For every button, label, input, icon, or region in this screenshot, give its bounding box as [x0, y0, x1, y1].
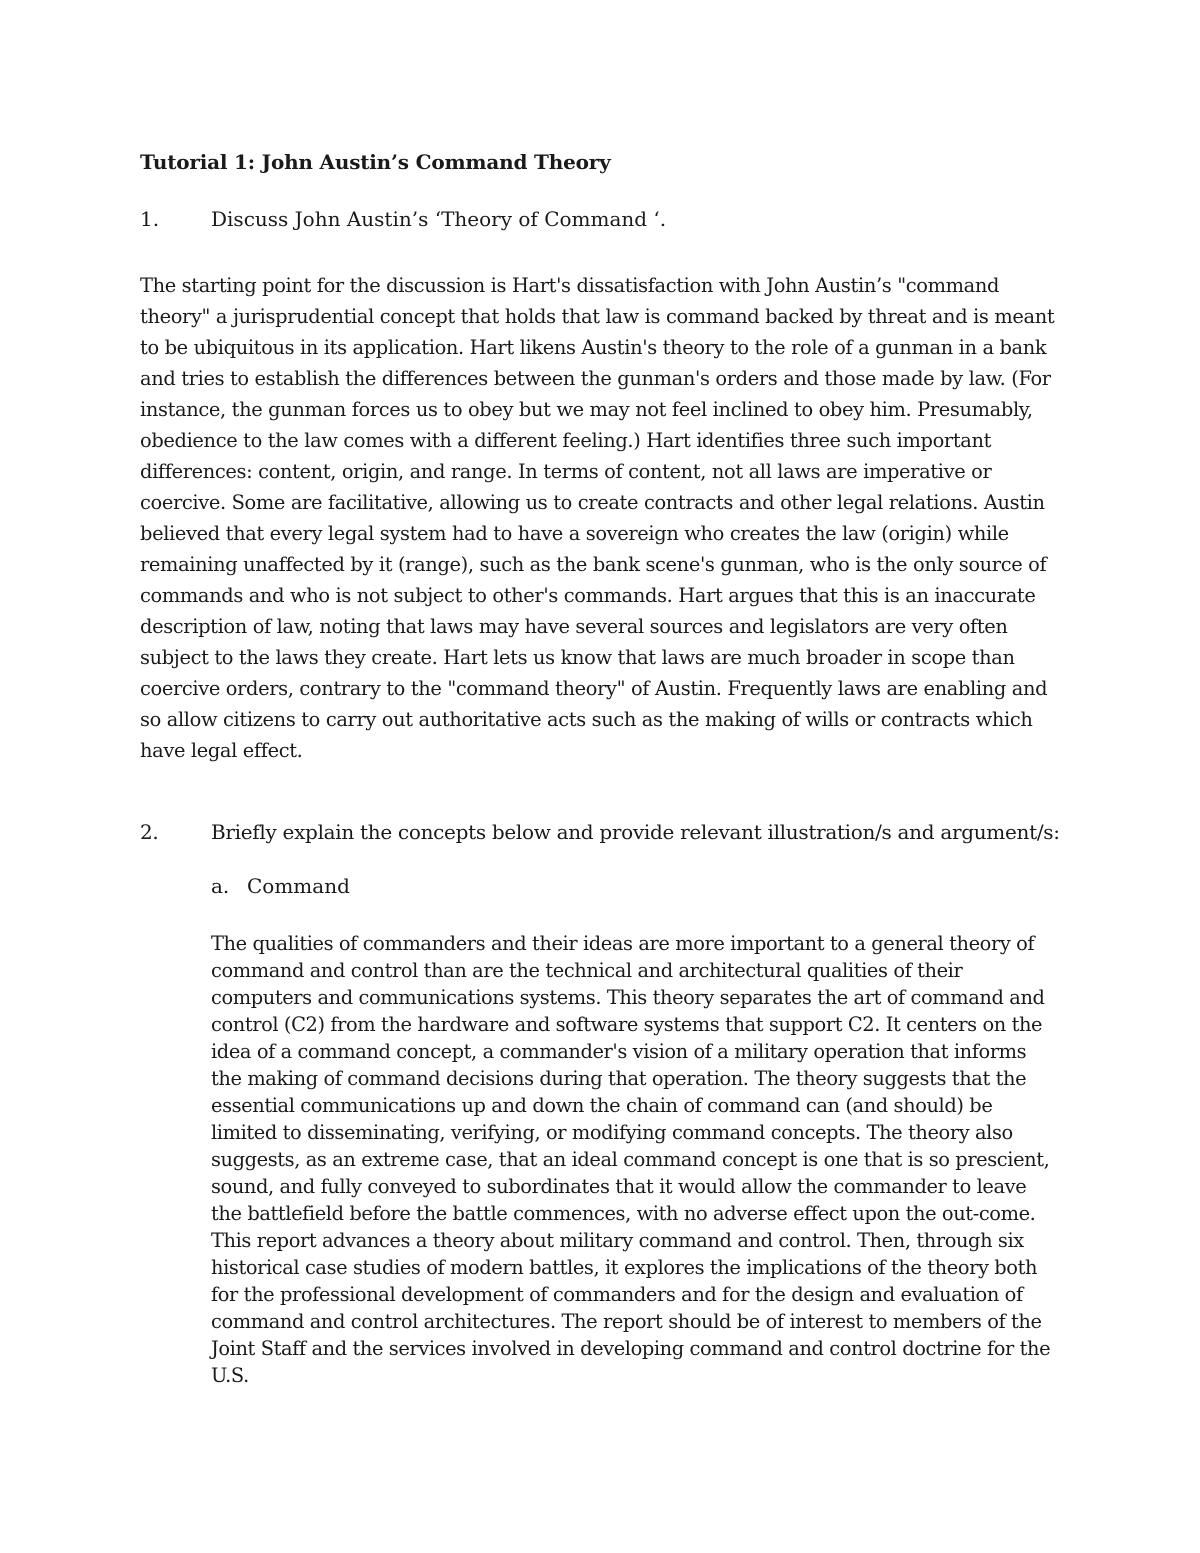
question-1-number: 1. [140, 207, 160, 231]
question-2 [140, 820, 1060, 844]
subitem-a-label: Command [247, 874, 350, 898]
answer-2a-paragraph: The qualities of commanders and their ideas are more important to a general theory of command and control than are the technical and architectural qualities of their computers and communications systems. This theory separates the art of command and control (C2) from the hardware and software systems that support C2. It centers on the idea of a command concept, a commander's vision of a military operation that informs the making of command decisions during that operation. The theory suggests that the essential communications up and down the chain of command can (and should) be limited to disseminating, verifying, or modifying command concepts. The theory also suggests, as an extreme case, that an ideal command concept is one that is so prescient, sound, and fully conveyed to subordinates that it would allow the commander to leave the battlefield before the battle commences, with no adverse effect upon the out-come. This report advances a theory about military command and control. Then, through six historical case studies of modern battles, it explores the implications of the theory both for the professional development of commanders and for the design and evaluation of command and control architectures. The report should be of interest to members of the Joint Staff and the services involved in developing command and control doctrine for the U.S. [211, 932, 1051, 1387]
question-1 [140, 207, 666, 231]
answer-1-paragraph: The starting point for the discussion is Hart's dissatisfaction with John Austin’s "command theory" a jurisprudential concept that holds that law is command backed by threat and is meant to be ubiquitous in its application. Hart likens Austin's theory to the role of a gunman in a bank and tries to establish the differences between the gunman's orders and those made by law. (For instance, the gunman forces us to obey but we may not feel inclined to obey him. Presumably, obedience to the law comes with a different feeling.) Hart identifies three such important differences: content, origin, and range. In terms of content, not all laws are imperative or coercive. Some are facilitative, allowing us to create contracts and other legal relations. Austin believed that every legal system had to have a sovereign who creates the law (origin) while remaining unaffected by it (range), such as the bank scene's gunman, who is the only source of commands and who is not subject to other's commands. Hart argues that this is an inaccurate description of law, noting that laws may have several sources and legislators are very often subject to the laws they create. Hart lets us know that laws are much broader in scope than coercive orders, contrary to the "command theory" of Austin. Frequently laws are enabling and so allow citizens to carry out authoritative acts such as the making of wills or contracts which have legal effect. [140, 274, 1055, 762]
subitem-a [211, 874, 350, 898]
question-2-text: Briefly explain the concepts below and provide relevant illustration/s and argument/s: [211, 820, 1060, 844]
subitem-a-letter: a. [211, 874, 230, 898]
question-2-number: 2. [140, 820, 159, 844]
document-title: Tutorial 1: John Austin’s Command Theory [140, 150, 611, 174]
question-1-text: Discuss John Austin’s ‘Theory of Command ‘. [211, 207, 667, 231]
